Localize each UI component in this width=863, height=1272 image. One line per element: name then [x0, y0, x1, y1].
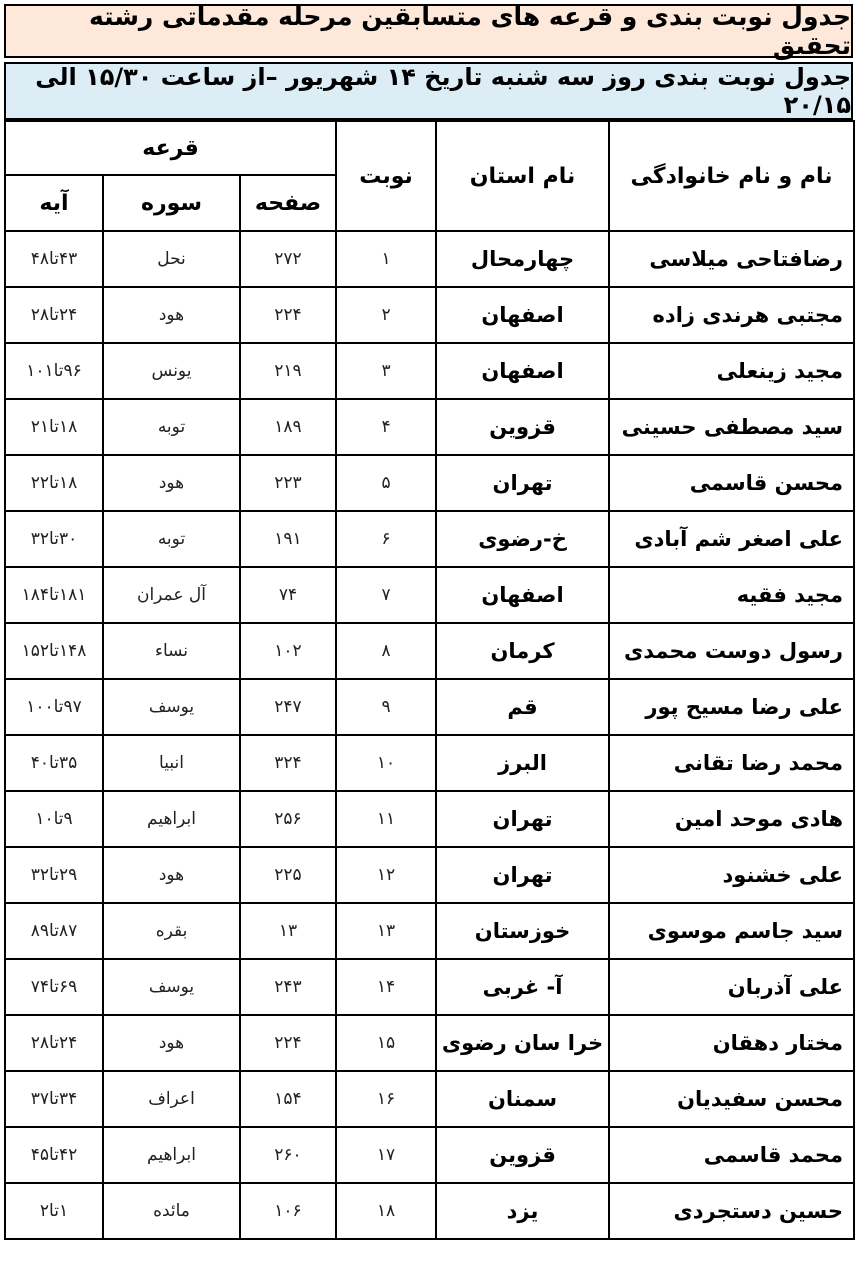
page-title: جدول نوبت بندی و قرعه های متسابقین مرحله مقدماتی رشته تحقیق — [4, 4, 853, 58]
page-cell: ۲۶۰ — [240, 1127, 336, 1183]
contestant-name-cell: سید جاسم موسوی — [609, 903, 854, 959]
page-cell: ۲۷۲ — [240, 231, 336, 287]
turn-cell: ۱۲ — [336, 847, 436, 903]
contestant-name-cell: رضافتاحی میلاسی — [609, 231, 854, 287]
surah-cell: یوسف — [103, 679, 240, 735]
surah-cell: هود — [103, 287, 240, 343]
surah-cell: هود — [103, 455, 240, 511]
page-cell: ۷۴ — [240, 567, 336, 623]
table-row — [5, 511, 854, 567]
contestant-name-cell: مجید فقیه — [609, 567, 854, 623]
surah-cell: نساء — [103, 623, 240, 679]
verse-cell: ۱۴۸تا۱۵۲ — [5, 623, 103, 679]
province-cell: تهران — [436, 847, 609, 903]
verse-cell: ۳۴تا۳۷ — [5, 1071, 103, 1127]
contestant-name-cell: محسن سفیدیان — [609, 1071, 854, 1127]
page-cell: ۲۱۹ — [240, 343, 336, 399]
lottery-header: قرعه — [5, 121, 336, 175]
table-row — [5, 231, 854, 287]
table-row — [5, 1127, 854, 1183]
surah-cell: هود — [103, 847, 240, 903]
turn-cell: ۶ — [336, 511, 436, 567]
province-cell: اصفهان — [436, 287, 609, 343]
table-row — [5, 679, 854, 735]
province-cell: یزد — [436, 1183, 609, 1239]
province-cell: خوزستان — [436, 903, 609, 959]
verse-cell: ۱تا۲ — [5, 1183, 103, 1239]
page-cell: ۱۰۶ — [240, 1183, 336, 1239]
table-row — [5, 287, 854, 343]
page-cell: ۲۵۶ — [240, 791, 336, 847]
page-cell: ۱۹۱ — [240, 511, 336, 567]
turn-cell: ۷ — [336, 567, 436, 623]
table-row — [5, 903, 854, 959]
page-cell: ۱۸۹ — [240, 399, 336, 455]
surah-cell: مائده — [103, 1183, 240, 1239]
surah-cell: بقره — [103, 903, 240, 959]
contestant-name-cell: علی رضا مسیح پور — [609, 679, 854, 735]
verse-cell: ۴۳تا۴۸ — [5, 231, 103, 287]
verse-header: آیه — [5, 175, 103, 231]
province-cell: خرا سان رضوی — [436, 1015, 609, 1071]
page-cell: ۲۴۷ — [240, 679, 336, 735]
turn-cell: ۲ — [336, 287, 436, 343]
turn-cell: ۱ — [336, 231, 436, 287]
page-cell: ۳۲۴ — [240, 735, 336, 791]
surah-cell: یوسف — [103, 959, 240, 1015]
turn-cell: ۸ — [336, 623, 436, 679]
table-row — [5, 1183, 854, 1239]
verse-cell: ۲۴تا۲۸ — [5, 287, 103, 343]
page-cell: ۱۳ — [240, 903, 336, 959]
table-row — [5, 567, 854, 623]
province-cell: اصفهان — [436, 567, 609, 623]
verse-cell: ۱۸تا۲۲ — [5, 455, 103, 511]
province-cell: آ- غربی — [436, 959, 609, 1015]
surah-cell: انبیا — [103, 735, 240, 791]
table-row — [5, 399, 854, 455]
contestant-name-cell: علی آذربان — [609, 959, 854, 1015]
surah-header: سوره — [103, 175, 240, 231]
surah-cell: ابراهیم — [103, 1127, 240, 1183]
turn-cell: ۵ — [336, 455, 436, 511]
contestant-name-cell: علی خشنود — [609, 847, 854, 903]
verse-cell: ۱۸۱تا۱۸۴ — [5, 567, 103, 623]
contestant-name-cell: محسن قاسمی — [609, 455, 854, 511]
province-cell: البرز — [436, 735, 609, 791]
surah-cell: هود — [103, 1015, 240, 1071]
turn-cell: ۱۶ — [336, 1071, 436, 1127]
table-row — [5, 455, 854, 511]
page-cell: ۲۲۴ — [240, 287, 336, 343]
province-cell: خ-رضوی — [436, 511, 609, 567]
surah-cell: نحل — [103, 231, 240, 287]
verse-cell: ۹تا۱۰ — [5, 791, 103, 847]
province-cell: قم — [436, 679, 609, 735]
surah-cell: ابراهیم — [103, 791, 240, 847]
contestant-name-cell: مجید زینعلی — [609, 343, 854, 399]
verse-cell: ۳۵تا۴۰ — [5, 735, 103, 791]
province-cell: قزوین — [436, 1127, 609, 1183]
table-row — [5, 623, 854, 679]
turn-cell: ۴ — [336, 399, 436, 455]
verse-cell: ۹۷تا۱۰۰ — [5, 679, 103, 735]
name-header: نام و نام خانوادگی — [609, 121, 854, 231]
verse-cell: ۲۴تا۲۸ — [5, 1015, 103, 1071]
page-cell: ۲۲۳ — [240, 455, 336, 511]
page-cell: ۱۰۲ — [240, 623, 336, 679]
contestant-name-cell: رسول دوست محمدی — [609, 623, 854, 679]
turn-cell: ۱۸ — [336, 1183, 436, 1239]
schedule-subtitle: جدول نوبت بندی روز سه شنبه تاریخ ۱۴ شهریور –از ساعت ۱۵/۳۰ الی ۲۰/۱۵ — [4, 62, 853, 120]
province-header: نام استان — [436, 121, 609, 231]
turn-cell: ۱۵ — [336, 1015, 436, 1071]
verse-cell: ۲۹تا۳۲ — [5, 847, 103, 903]
contestant-name-cell: مختار دهقان — [609, 1015, 854, 1071]
surah-cell: یونس — [103, 343, 240, 399]
table-row — [5, 791, 854, 847]
turn-cell: ۱۰ — [336, 735, 436, 791]
province-cell: تهران — [436, 791, 609, 847]
table-row — [5, 343, 854, 399]
turn-cell: ۱۳ — [336, 903, 436, 959]
table-row — [5, 1071, 854, 1127]
page-cell: ۲۲۵ — [240, 847, 336, 903]
verse-cell: ۴۲تا۴۵ — [5, 1127, 103, 1183]
page-cell: ۱۵۴ — [240, 1071, 336, 1127]
province-cell: چهارمحال — [436, 231, 609, 287]
province-cell: سمنان — [436, 1071, 609, 1127]
province-cell: اصفهان — [436, 343, 609, 399]
surah-cell: اعراف — [103, 1071, 240, 1127]
turn-cell: ۱۴ — [336, 959, 436, 1015]
surah-cell: توبه — [103, 399, 240, 455]
table-row — [5, 847, 854, 903]
turn-cell: ۱۷ — [336, 1127, 436, 1183]
schedule-table — [4, 120, 855, 1240]
table-row — [5, 735, 854, 791]
turn-header: نوبت — [336, 121, 436, 231]
page-cell: ۲۲۴ — [240, 1015, 336, 1071]
turn-cell: ۳ — [336, 343, 436, 399]
province-cell: قزوین — [436, 399, 609, 455]
province-cell: تهران — [436, 455, 609, 511]
page-cell: ۲۴۳ — [240, 959, 336, 1015]
verse-cell: ۳۰تا۳۲ — [5, 511, 103, 567]
contestant-name-cell: علی اصغر شم آبادی — [609, 511, 854, 567]
contestant-name-cell: مجتبی هرندی زاده — [609, 287, 854, 343]
contestant-name-cell: سید مصطفی حسینی — [609, 399, 854, 455]
surah-cell: توبه — [103, 511, 240, 567]
verse-cell: ۹۶تا۱۰۱ — [5, 343, 103, 399]
surah-cell: آل عمران — [103, 567, 240, 623]
page-header: صفحه — [240, 175, 336, 231]
contestant-name-cell: حسین دستجردی — [609, 1183, 854, 1239]
province-cell: کرمان — [436, 623, 609, 679]
table-row — [5, 1015, 854, 1071]
table-row — [5, 959, 854, 1015]
contestant-name-cell: هادی موحد امین — [609, 791, 854, 847]
turn-cell: ۱۱ — [336, 791, 436, 847]
turn-cell: ۹ — [336, 679, 436, 735]
contestant-name-cell: محمد رضا تقانی — [609, 735, 854, 791]
verse-cell: ۱۸تا۲۱ — [5, 399, 103, 455]
contestant-name-cell: محمد قاسمی — [609, 1127, 854, 1183]
verse-cell: ۸۷تا۸۹ — [5, 903, 103, 959]
verse-cell: ۶۹تا۷۴ — [5, 959, 103, 1015]
